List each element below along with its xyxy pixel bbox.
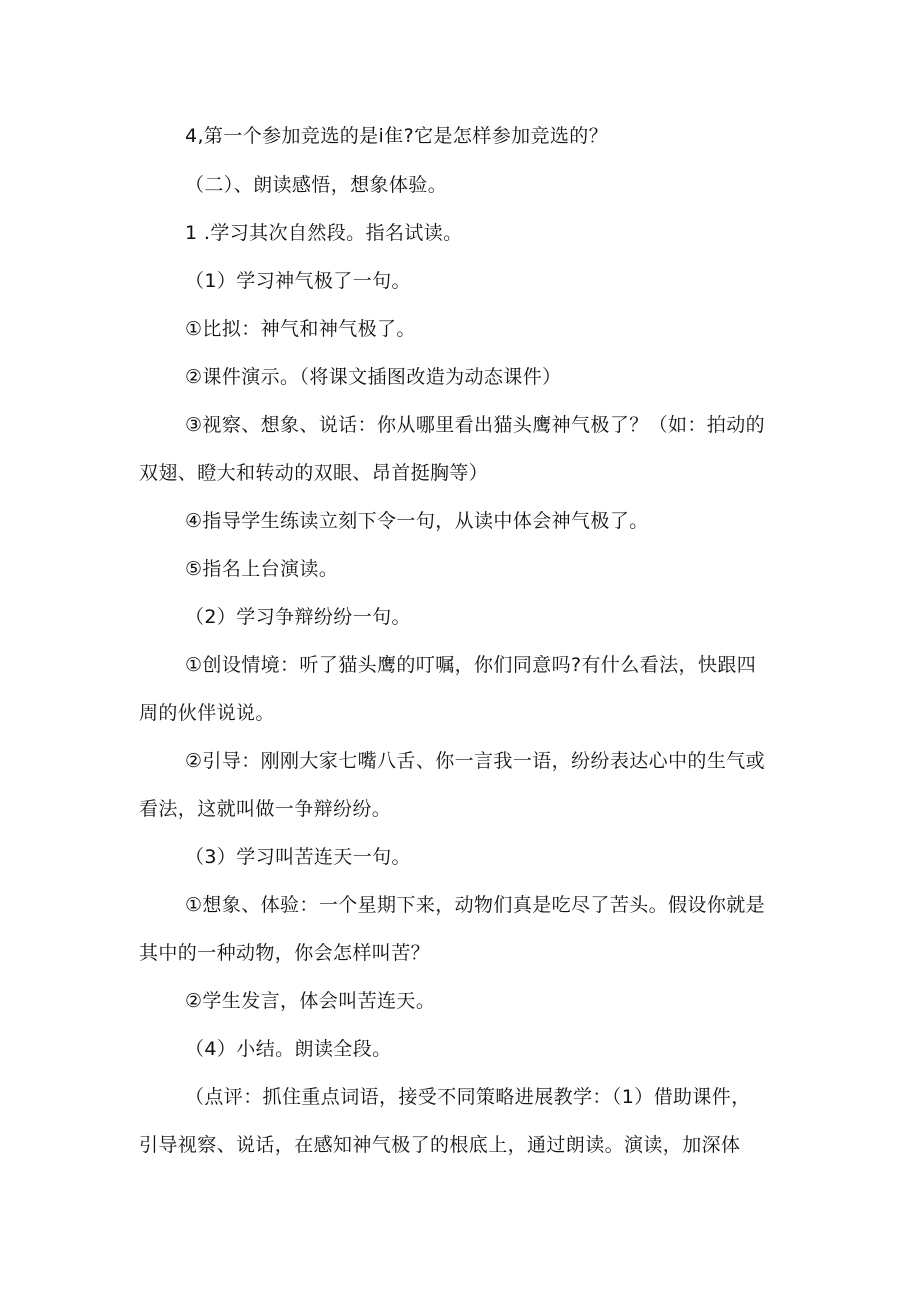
sub-heading: （3）学习叫苦连天一句。 [185,846,411,868]
sub-heading: （2）学习争辩纷纷一句。 [185,606,411,628]
paragraph-line: （点评：抓住重点词语，接受不同策略进展教学：（1）借助课件， [185,1086,751,1108]
paragraph-line: ②引导：刚刚大家七嘴八舌、你一言我一语，纷纷表达心中的生气或 [185,750,766,772]
paragraph-line: ②课件演示。（将课文插图改造为动态课件） [185,366,562,388]
question-line: 4,第一个参加竞选的是i隹?它是怎样参加竞选的？ [185,125,609,147]
paragraph-line: ③视察、想象、说话：你从哪里看出猫头鹰神气极了？（如：拍动的 [185,414,766,436]
sub-heading: （1）学习神气极了一句。 [185,270,411,292]
paragraph-continuation: 周的伙伴说说。 [139,702,275,724]
paragraph-continuation: 双翅、瞪大和转动的双眼、昂首挺胸等） [139,462,489,484]
paragraph-line: ①想象、体验：一个星期下来，动物们真是吃尽了苦头。假设你就是 [185,894,766,916]
paragraph-continuation: 引导视察、说话，在感知神气极了的根底上，通过朗读。演读，加深体 [139,1134,741,1156]
paragraph-line: ①比拟：神气和神气极了。 [185,318,416,340]
paragraph-continuation: 看法，这就叫做一争辩纷纷。 [139,798,392,820]
paragraph-line: ⑤指名上台演读。 [185,558,339,580]
step-heading: 1 .学习其次自然段。指名试读。 [185,222,463,244]
paragraph-line: ④指导学生练读立刻下令一句，从读中体会神气极了。 [185,510,649,532]
paragraph-line: ①创设情境：听了猫头鹰的叮嘱，你们同意吗?有什么看法，快跟四 [185,654,757,676]
paragraph-continuation: 其中的一种动物，你会怎样叫苦？ [139,942,431,964]
sub-heading: （4）小结。朗读全段。 [185,1038,392,1060]
section-heading: （二）、朗读感悟，想象体验。 [185,174,448,196]
paragraph-line: ②学生发言，体会叫苦连天。 [185,990,436,1012]
